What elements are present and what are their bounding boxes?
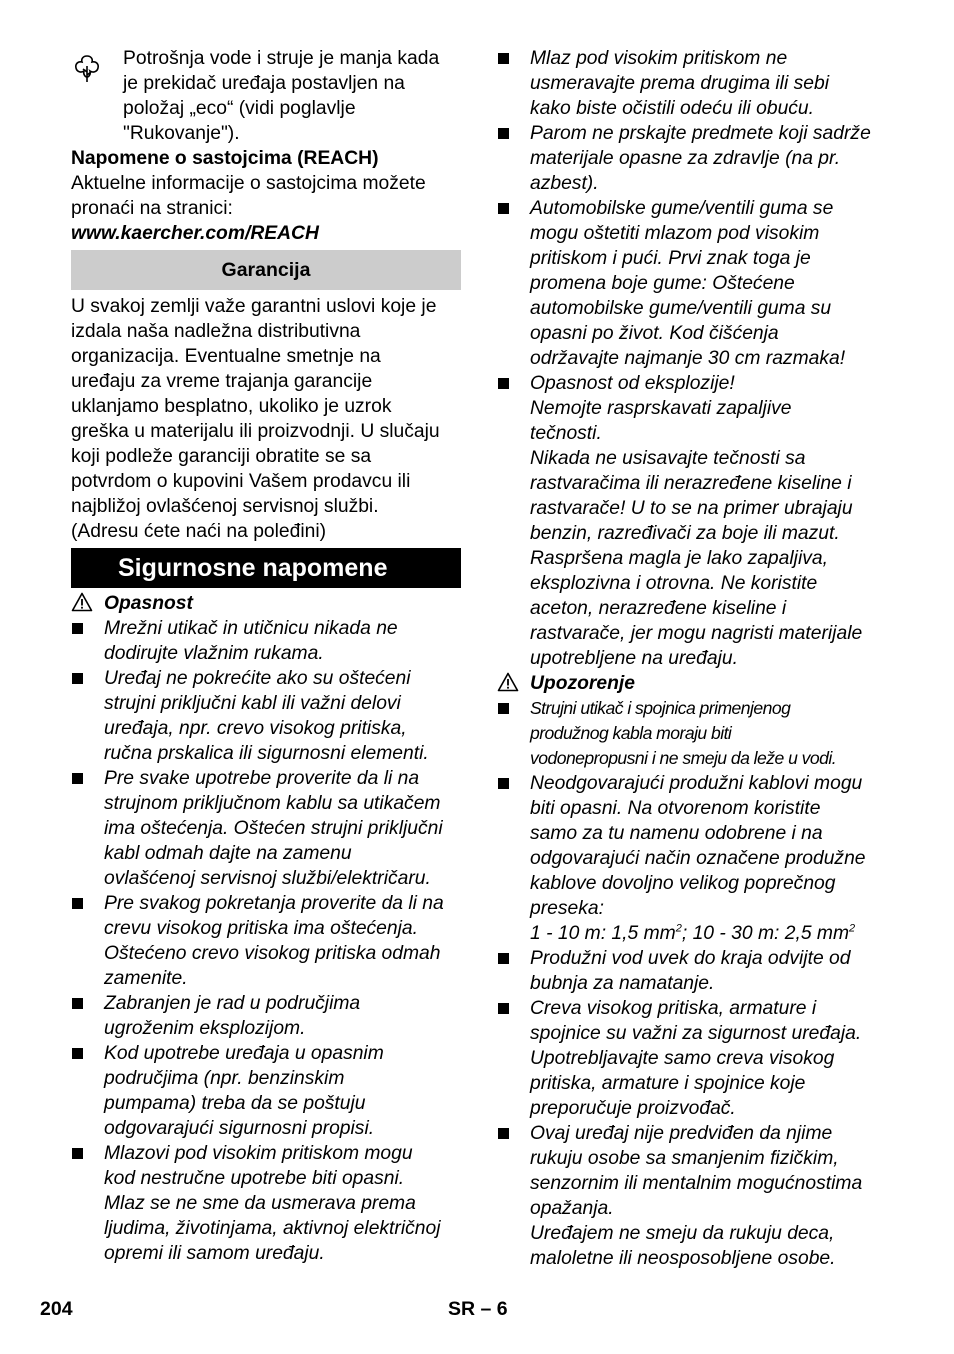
danger-item <box>71 666 461 766</box>
danger-item-line: Mlaz pod visokim pritiskom ne <box>530 48 788 69</box>
danger-item-line: Raspršena magla je lako zapaljiva, <box>530 548 828 569</box>
danger-item-line: Kod upotrebe uređaja u opasnim <box>104 1043 384 1064</box>
warning-label: Upozorenje <box>530 673 635 694</box>
warning-item-line: Ovaj uređaj nije predviđen da njime <box>530 1123 833 1144</box>
eco-note-line: Potrošnja vode i struje je manja kada <box>123 48 440 69</box>
bullet-square-icon <box>498 128 509 139</box>
danger-item-line: automobilske gume/ventili guma su <box>530 298 832 319</box>
danger-item-line: Zabranjen je rad u područjima <box>104 993 361 1014</box>
danger-item-line: tečnosti. <box>530 423 602 444</box>
danger-item-line: opremi ili samom uređaju. <box>104 1243 325 1264</box>
warning-item-line: Creva visokog pritiska, armature i <box>530 998 817 1019</box>
warning-heading <box>497 671 889 696</box>
bullet-square-icon <box>498 778 509 789</box>
danger-item-line: održavajte najmanje 30 cm razmaka! <box>530 348 846 369</box>
danger-item-line: Mlazovi pod visokim pritiskom mogu <box>104 1143 413 1164</box>
danger-item-line: ima oštećenja. Oštećen strujni priključni <box>104 818 443 839</box>
warning-item-line: senzornim ili mentalnim mogućnostima <box>530 1173 863 1194</box>
warning-item-line: biti opasni. Na otvorenom koristite <box>530 798 821 819</box>
warning-item-line: opažanja. <box>530 1198 614 1219</box>
danger-item-line: zamenite. <box>104 968 188 989</box>
warning-item <box>497 1121 889 1271</box>
danger-item-line: promena boje gume: Oštećene <box>530 273 795 294</box>
reach-text-line: Aktuelne informacije o sastojcima možete <box>71 173 426 194</box>
right-column <box>497 46 889 1271</box>
danger-item-line: Mrežni utikač in utičnicu nikada ne <box>104 618 398 639</box>
warning-item-line: samo za tu namenu odobrene i na <box>530 823 823 844</box>
warning-item-line: Uređajem ne smeju da rukuju deca, <box>530 1223 835 1244</box>
danger-item-line: ručna prskalica ili sigurnosni elementi. <box>104 743 429 764</box>
danger-item-line: Mlaz se ne sme da usmerava prema <box>104 1193 416 1214</box>
bullet-square-icon <box>498 953 509 964</box>
danger-item-line: kako biste očistili odeću ili obuću. <box>530 98 815 119</box>
warranty-heading: Garancija <box>71 250 461 290</box>
danger-item <box>497 46 889 121</box>
danger-item-line: azbest). <box>530 173 599 194</box>
danger-label: Opasnost <box>104 593 193 614</box>
danger-item-line: benzin, razređivači za boje ili mazut. <box>530 523 840 544</box>
danger-item-line: Nemojte rasprskavati zapaljive <box>530 398 792 419</box>
danger-item-line: strujnom priključnom kablu sa utikačem <box>104 793 441 814</box>
danger-item-line: Nikada ne usisavajte tečnosti sa <box>530 448 806 469</box>
bullet-square-icon <box>498 1003 509 1014</box>
warning-item <box>497 996 889 1121</box>
safety-heading: Sigurnosne napomene <box>71 548 461 588</box>
warning-item-line: Strujni utikač i spojnica primenjenog <box>530 698 791 718</box>
danger-item-line: usmeravajte prema drugima ili sebi <box>530 73 829 94</box>
bullet-square-icon <box>72 998 83 1009</box>
danger-item-line: rastvarače, jer mogu nagristi materijale <box>530 623 863 644</box>
cable-spec <box>497 921 889 946</box>
warning-item-line: pritiska, armature i spojnice koje <box>530 1073 806 1094</box>
warning-item-line: produžnog kabla moraju biti <box>530 723 732 743</box>
warning-item <box>497 771 889 921</box>
warranty-line: izdala naša nadležna distributivna <box>71 321 361 342</box>
bullet-square-icon <box>72 1048 83 1059</box>
bullet-square-icon <box>72 898 83 909</box>
warning-item-line: rukuju osobe sa smanjenim fizičkim, <box>530 1148 839 1169</box>
warning-item-line: Produžni vod uvek do kraja odvijte od <box>530 948 851 969</box>
warranty-line: najbližoj ovlašćenoj servisnoj službi. <box>71 496 379 517</box>
danger-item-line: dodirujte vlažnim rukama. <box>104 643 324 664</box>
danger-item-line: Pre svakog pokretanja proverite da li na <box>104 893 444 914</box>
danger-item-line: pritiskom i pući. Prvi znak toga je <box>530 248 811 269</box>
danger-item-line: kod nestručne upotrebe biti opasni. <box>104 1168 405 1189</box>
page-number: 204 <box>40 1298 73 1320</box>
bullet-square-icon <box>498 703 509 714</box>
danger-item-line: Automobilske gume/ventili guma se <box>530 198 834 219</box>
warning-item-line: spojnice su važni za sigurnost uređaja. <box>530 1023 862 1044</box>
warranty-line: uklanjamo besplatno, ukoliko je uzrok <box>71 396 392 417</box>
cable-spec-sup: 2 <box>849 922 856 935</box>
eco-note-line: položaj „eco“ (vidi poglavlje <box>123 98 356 119</box>
warning-item-line: maloletne ili neosposobljene osobe. <box>530 1248 836 1269</box>
warning-item-line: Upotrebljavajte samo creva visokog <box>530 1048 835 1069</box>
danger-item-line: Uređaj ne pokrećite ako su oštećeni <box>104 668 411 689</box>
danger-item <box>497 196 889 371</box>
eco-leaf-icon <box>71 52 103 84</box>
warranty-line: koji podleže garanciji obratite se sa <box>71 446 372 467</box>
warranty-line: organizacija. Eventualne smetnje na <box>71 346 381 367</box>
danger-item <box>71 891 461 991</box>
warning-item-line: preporučuje proizvođač. <box>530 1098 736 1119</box>
eco-note-line: "Rukovanje"). <box>123 123 240 144</box>
warranty-line: (Adresu ćete naći na poleđini) <box>71 521 327 542</box>
danger-item-line: aceton, nerazređene kiseline i <box>530 598 787 619</box>
danger-item-line: eksplozivna i otrovna. Ne koristite <box>530 573 818 594</box>
danger-item <box>71 766 461 891</box>
bullet-square-icon <box>498 1128 509 1139</box>
bullet-square-icon <box>72 623 83 634</box>
danger-item-line: Pre svake upotrebe proverite da li na <box>104 768 420 789</box>
danger-item-line: opasni po život. Kod čišćenja <box>530 323 779 344</box>
cable-spec-part: 1 - 10 m: 1,5 mm <box>530 923 676 944</box>
bullet-square-icon <box>498 203 509 214</box>
warning-item-line: odgovarajući način označene produžne <box>530 848 866 869</box>
reach-link[interactable]: www.kaercher.com/REACH <box>71 223 319 244</box>
left-column <box>71 46 461 1266</box>
eco-note <box>71 46 461 146</box>
danger-item <box>71 616 461 666</box>
danger-item-line: strujni priključni kabl ili važni delovi <box>104 693 401 714</box>
danger-item <box>71 991 461 1041</box>
bullet-square-icon <box>498 378 509 389</box>
danger-item-line: ljudima, životinjama, aktivnoj električnoj <box>104 1218 441 1239</box>
reach-text-line: pronaći na stranici: <box>71 198 233 219</box>
warning-item <box>497 946 889 996</box>
warning-triangle-icon <box>497 672 519 692</box>
eco-note-line: je prekidač uređaja postavljen na <box>123 73 405 94</box>
danger-item-line: odgovarajući sigurnosni propisi. <box>104 1118 375 1139</box>
page-label: SR – 6 <box>448 1298 508 1320</box>
bullet-square-icon <box>72 773 83 784</box>
danger-item-line: pumpama) treba da se poštuju <box>104 1093 366 1114</box>
danger-item-line: mogu oštetiti mlazom pod visokim <box>530 223 820 244</box>
danger-item-line: crevu visokog pritiska ima oštećenja. <box>104 918 418 939</box>
warranty-line: greška u materijalu ili proizvodnji. U slučaju <box>71 421 440 442</box>
danger-item <box>71 1141 461 1266</box>
danger-item <box>497 371 889 671</box>
warning-item-line: Neodgovarajući produžni kablovi mogu <box>530 773 863 794</box>
warranty-line: uređaju za vreme trajanja garancije <box>71 371 373 392</box>
warning-item <box>497 696 889 771</box>
danger-item-line: upotrebljene na uređaju. <box>530 648 738 669</box>
warning-item-line: bubnja za namatanje. <box>530 973 715 994</box>
danger-item-line: područjima (npr. benzinskim <box>104 1068 345 1089</box>
danger-item-line: uređaja, npr. crevo visokog pritiska, <box>104 718 407 739</box>
warning-item-line: preseka: <box>530 898 604 919</box>
warning-item-line: kablove dovoljno velikog poprečnog <box>530 873 836 894</box>
danger-item-line: Opasnost od eksplozije! <box>530 373 735 394</box>
cable-spec-sup: 2 <box>675 922 682 935</box>
cable-spec-part: ; 10 - 30 m: 2,5 mm <box>681 923 850 944</box>
danger-item-line: kabl odmah dajte na zamenu <box>104 843 352 864</box>
danger-item-line: rastvaračima ili nerazređene kiseline i <box>530 473 852 494</box>
bullet-square-icon <box>72 1148 83 1159</box>
danger-item <box>497 121 889 196</box>
danger-item-line: Oštećeno crevo visokog pritiska odmah <box>104 943 441 964</box>
danger-item <box>71 1041 461 1141</box>
danger-heading <box>71 591 461 616</box>
danger-item-line: rastvarače! U to se na primer ubrajaju <box>530 498 853 519</box>
danger-item-line: ovlašćenoj servisnoj službi/električaru. <box>104 868 431 889</box>
danger-item-line: Parom ne prskajte predmete koji sadrže <box>530 123 871 144</box>
bullet-square-icon <box>72 673 83 684</box>
warranty-line: potvrdom o kupovini Vašem prodavcu ili <box>71 471 411 492</box>
warning-triangle-icon <box>71 592 93 612</box>
warranty-text <box>71 294 461 544</box>
warranty-line: U svakoj zemlji važe garantni uslovi koje je <box>71 296 437 317</box>
warning-item-line: vodonepropusni i ne smeju da leže u vodi. <box>530 748 837 768</box>
reach-heading: Napomene o sastojcima (REACH) <box>71 148 379 169</box>
danger-item-line: materijale opasne za zdravlje (na pr. <box>530 148 841 169</box>
danger-item-line: ugroženim eksplozijom. <box>104 1018 306 1039</box>
bullet-square-icon <box>498 53 509 64</box>
